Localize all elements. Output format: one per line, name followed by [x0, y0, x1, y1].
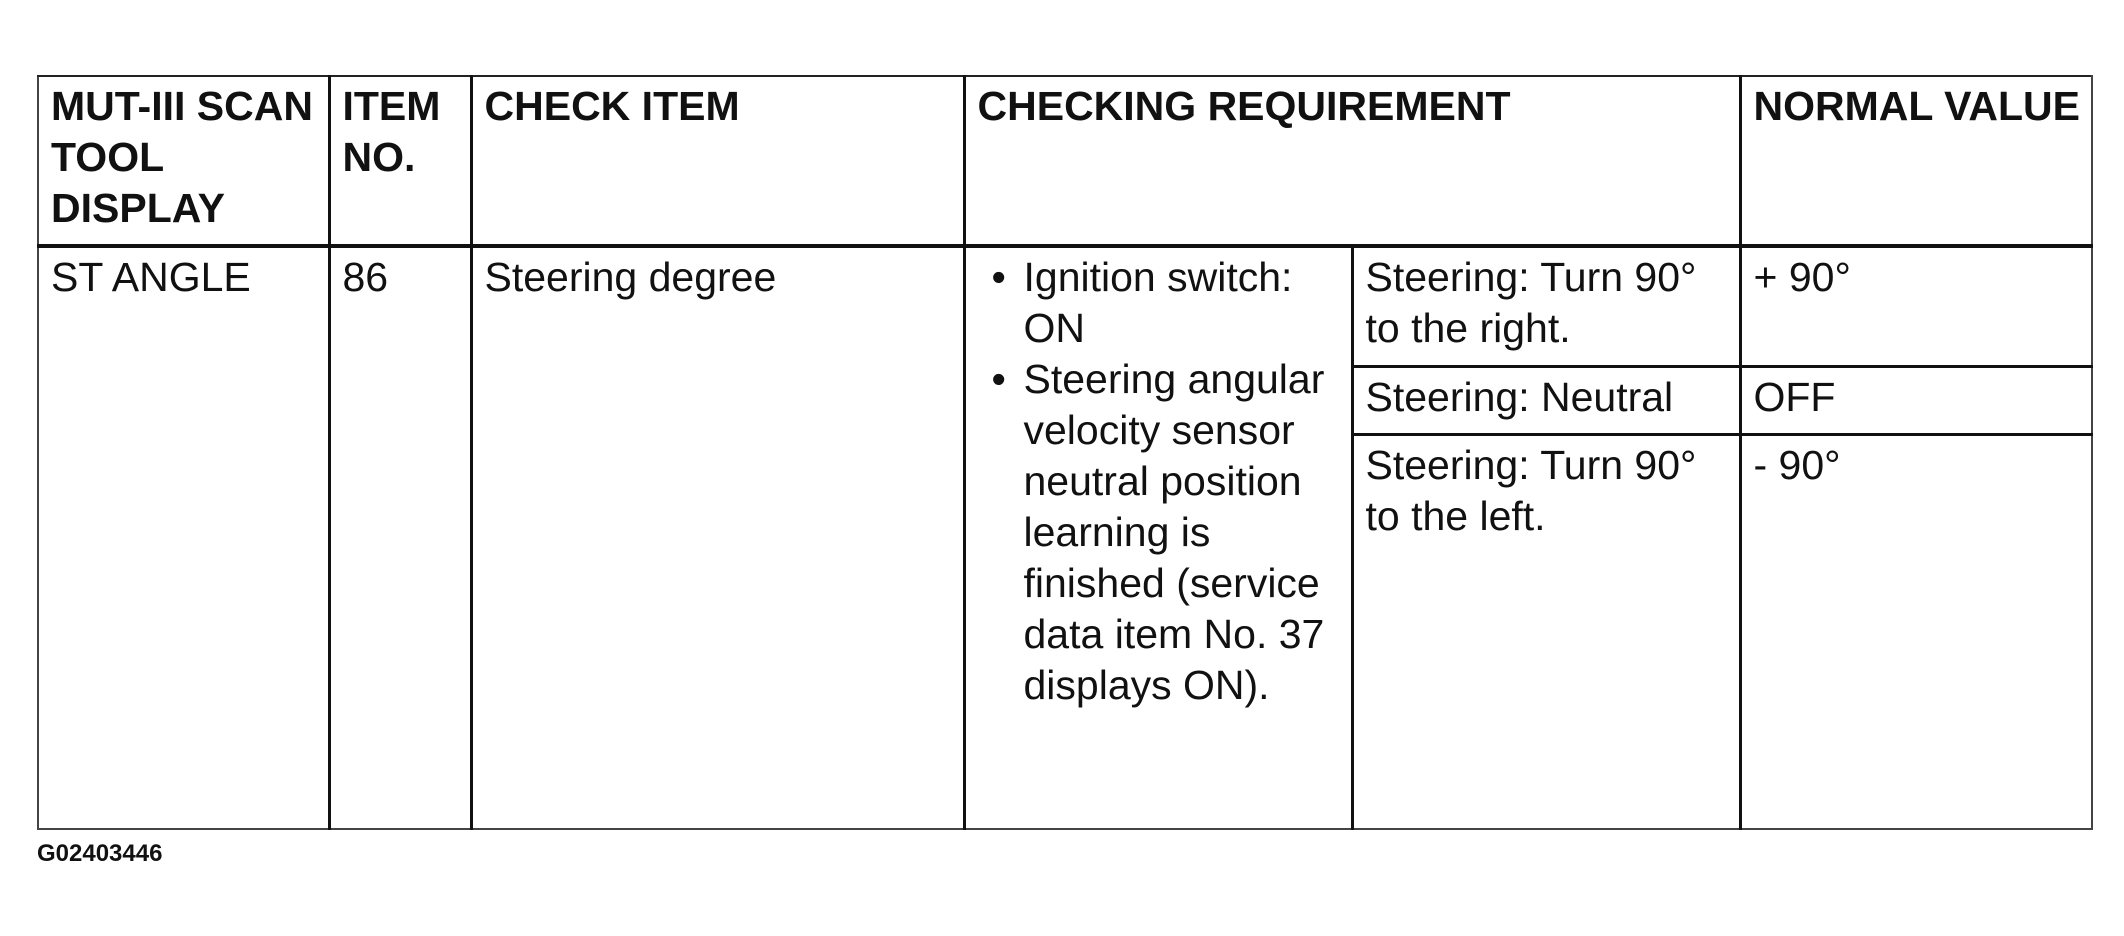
cell-check-item: Steering degree [471, 246, 964, 829]
cell-requirements [964, 246, 1352, 829]
requirement-text: Steering angular velocity sensor neutral position learning is finished (service data item No. 37 displays ON). [1023, 356, 1325, 708]
bullet-icon: • [991, 356, 1006, 402]
header-normal-value: NORMAL VALUE [1740, 76, 2092, 246]
header-scan-tool-display: MUT-III SCAN TOOL DISPLAY [38, 76, 329, 246]
cell-item-no: 86 [329, 246, 471, 829]
cell-value-right: + 90° [1740, 246, 2092, 367]
cell-scan-tool-display: ST ANGLE [38, 246, 329, 829]
cell-condition-right: Steering: Turn 90° to the right. [1352, 246, 1740, 367]
cell-value-neutral: OFF [1740, 367, 2092, 435]
table-row [38, 246, 2092, 367]
service-data-table [37, 75, 2093, 830]
header-checking-requirement: CHECKING REQUIREMENT [964, 76, 1740, 246]
cell-value-left: - 90° [1740, 435, 2092, 830]
bullet-icon: • [991, 254, 1006, 300]
header-row [38, 76, 2092, 246]
header-check-item: CHECK ITEM [471, 76, 964, 246]
cell-condition-neutral: Steering: Neutral [1352, 367, 1740, 435]
figure-id: G02403446 [37, 840, 163, 867]
list-item [978, 354, 1343, 711]
header-item-no: ITEM NO. [329, 76, 471, 246]
requirement-list [978, 252, 1343, 711]
list-item [978, 252, 1343, 354]
cell-condition-left: Steering: Turn 90° to the left. [1352, 435, 1740, 830]
requirement-text: Ignition switch: ON [1023, 254, 1293, 351]
